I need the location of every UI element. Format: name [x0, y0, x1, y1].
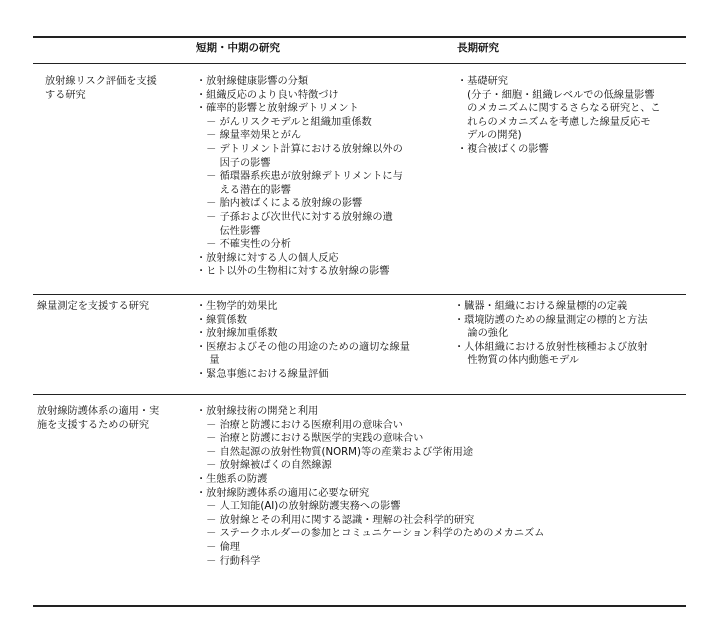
table-top-rule: [33, 36, 686, 38]
list-item: ・複合被ばくの影響: [457, 143, 549, 155]
list-item: ・臓器・組織における線量標的の定義: [454, 301, 628, 312]
list-item: － 治療と防護における獣医学的実践の意味合い: [196, 433, 424, 445]
label-line: 放射線防護体系の適用・実: [37, 406, 160, 417]
row-divider-1: [33, 294, 686, 295]
row-risk-assessment-label: [45, 75, 157, 102]
list-item: ・環境防護のための線量測定の標的と方法: [454, 314, 648, 326]
list-item: れらのメカニズムを考慮した線量反応モ: [457, 116, 651, 128]
list-item: － 放射線とその利用に関する認識・理解の社会科学的研究: [196, 514, 475, 526]
row-risk-assessment-short-mid: [196, 75, 403, 279]
list-item: － 行動科学: [196, 555, 261, 567]
list-item: － がんリスクモデルと組織加重係数: [196, 116, 372, 128]
list-item: ・放射線に対する人の個人反応: [196, 252, 339, 264]
list-item: 伝性影響: [196, 225, 261, 237]
list-item: － 放射線被ばくの自然線源: [196, 460, 332, 472]
label-line: 線量測定を支援する研究: [37, 301, 150, 312]
list-item: ・基礎研究: [457, 76, 508, 87]
list-item: える潜在的影響: [196, 184, 291, 196]
list-item: ・生物学的効果比: [196, 301, 278, 312]
list-item: ・緊急事態における線量評価: [196, 368, 329, 380]
list-item: － 治療と防護における医療利用の意味合い: [196, 419, 403, 431]
list-item: － 自然起源の放射性物質(NORM)等の産業および学術用途: [196, 446, 474, 458]
row-dosimetry-short-mid: [196, 300, 410, 382]
row-risk-assessment-long: [457, 75, 661, 157]
list-item: ・放射線健康影響の分類: [196, 76, 309, 87]
list-item: ・放射線防護体系の適用に必要な研究: [196, 487, 370, 499]
table-bottom-rule: [33, 605, 686, 607]
list-item: ・人体組織における放射性核種および放射: [454, 341, 648, 353]
header-long-term: 長期研究: [457, 42, 499, 54]
list-item: 因子の影響: [196, 157, 271, 169]
list-item: － 胎内被ばくによる放射線の影響: [196, 198, 363, 210]
list-item: ・ヒト以外の生物相に対する放射線の影響: [196, 266, 390, 278]
list-item: のメカニズムに関するさらなる研究と、こ: [457, 103, 661, 115]
label-line: 放射線リスク評価を支援: [45, 76, 157, 87]
list-item: 論の強化: [454, 328, 509, 340]
list-item: － 子孫および次世代に対する放射線の遺: [196, 211, 393, 223]
list-item: ・線質係数: [196, 314, 247, 326]
list-item: ・医療およびその他の用途のための適切な線量: [196, 341, 410, 353]
row-system-application-short-mid: [196, 405, 544, 568]
list-item: － デトリメント計算における放射線以外の: [196, 143, 403, 155]
list-item: ・組織反応のより良い特徴づけ: [196, 89, 339, 101]
list-item: ・放射線技術の開発と利用: [196, 406, 319, 417]
list-item: 性物質の体内動態モデル: [454, 355, 579, 367]
list-item: デルの開発): [457, 130, 522, 142]
list-item: － 倫理: [196, 541, 240, 553]
header-bottom-rule: [33, 63, 686, 64]
list-item: 量: [196, 355, 220, 367]
row-system-application-label: [37, 405, 159, 432]
list-item: (分子・細胞・組織レベルでの低線量影響: [457, 89, 655, 101]
list-item: ・生態系の防護: [196, 473, 268, 485]
list-item: － 循環器系疾患が放射線デトリメントに与: [196, 171, 403, 183]
label-line: する研究: [45, 89, 86, 101]
list-item: － 不確実性の分析: [196, 239, 291, 251]
list-item: ・放射線加重係数: [196, 328, 278, 340]
row-dosimetry-label: [37, 300, 149, 314]
row-divider-2: [33, 394, 686, 395]
label-line: 施を支援するための研究: [37, 419, 150, 431]
list-item: － 線量率効果とがん: [196, 130, 302, 142]
list-item: ・確率的影響と放射線デトリメント: [196, 103, 359, 115]
list-item: － 人工知能(AI)の放射線防護実務への影響: [196, 501, 401, 513]
list-item: － ステークホルダーの参加とコミュニケーション科学のためのメカニズム: [196, 528, 545, 540]
header-short-mid-term: 短期・中期の研究: [196, 42, 280, 54]
row-dosimetry-long: [454, 300, 648, 368]
